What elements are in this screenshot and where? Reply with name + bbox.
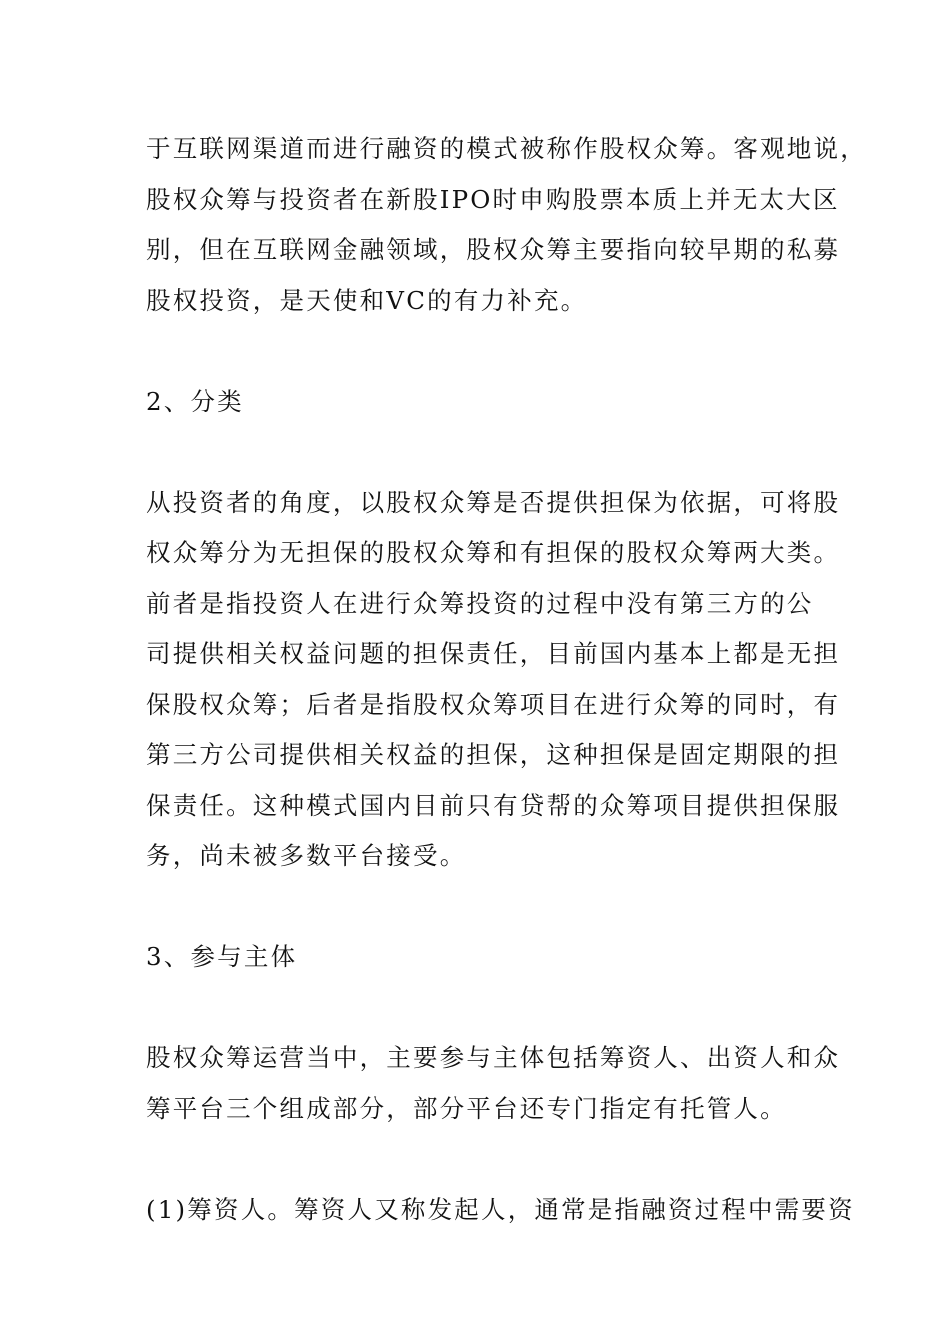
text-line: 从投资者的角度，以股权众筹是否提供担保为依据，可将股 [146, 487, 841, 517]
text-line: 股权投资，是天使和VC的有力补充。 [146, 285, 588, 315]
paragraph-classification [146, 478, 841, 882]
paragraph-gap [146, 882, 810, 933]
paragraph-participants [146, 1033, 841, 1134]
text-line: 保责任。这种模式国内目前只有贷帮的众筹项目提供担保服 [146, 790, 841, 820]
section-heading-classification: 2、分类 [146, 386, 244, 416]
text-line: (1)筹资人。筹资人又称发起人，通常是指融资过程中需要资 [146, 1194, 855, 1224]
text-line: 司提供相关权益问题的担保责任，目前国内基本上都是无担 [146, 639, 841, 668]
text-line: 第三方公司提供相关权益的担保，这种担保是固定期限的担 [146, 740, 841, 769]
text-line: 别，但在互联网金融领域，股权众筹主要指向较早期的私募 [146, 235, 841, 264]
text-line: 股权众筹运营当中，主要参与主体包括筹资人、出资人和众 [146, 1043, 841, 1072]
section-heading-participants: 3、参与主体 [146, 942, 298, 971]
paragraph-gap [146, 427, 810, 478]
text-line: 股权众筹与投资者在新股IPO时申购股票本质上并无太大区 [146, 184, 840, 214]
paragraph-gap [146, 983, 810, 1034]
text-line: 前者是指投资人在进行众筹投资的过程中没有第三方的公 [146, 588, 814, 618]
text-line: 于互联网渠道而进行融资的模式被称作股权众筹。客观地说， [146, 134, 867, 163]
paragraph-gap [146, 1134, 810, 1185]
text-line: 务，尚未被多数平台接受。 [146, 841, 467, 870]
paragraph-fundraiser [146, 1185, 855, 1236]
paragraph-gap [146, 326, 810, 377]
text-line: 权众筹分为无担保的股权众筹和有担保的股权众筹两大类。 [146, 538, 841, 567]
text-line: 保股权众筹；后者是指股权众筹项目在进行众筹的同时，有 [146, 689, 841, 719]
text-line: 筹平台三个组成部分，部分平台还专门指定有托管人。 [146, 1093, 787, 1123]
paragraph-intro [146, 124, 867, 326]
document-page [146, 124, 867, 1235]
